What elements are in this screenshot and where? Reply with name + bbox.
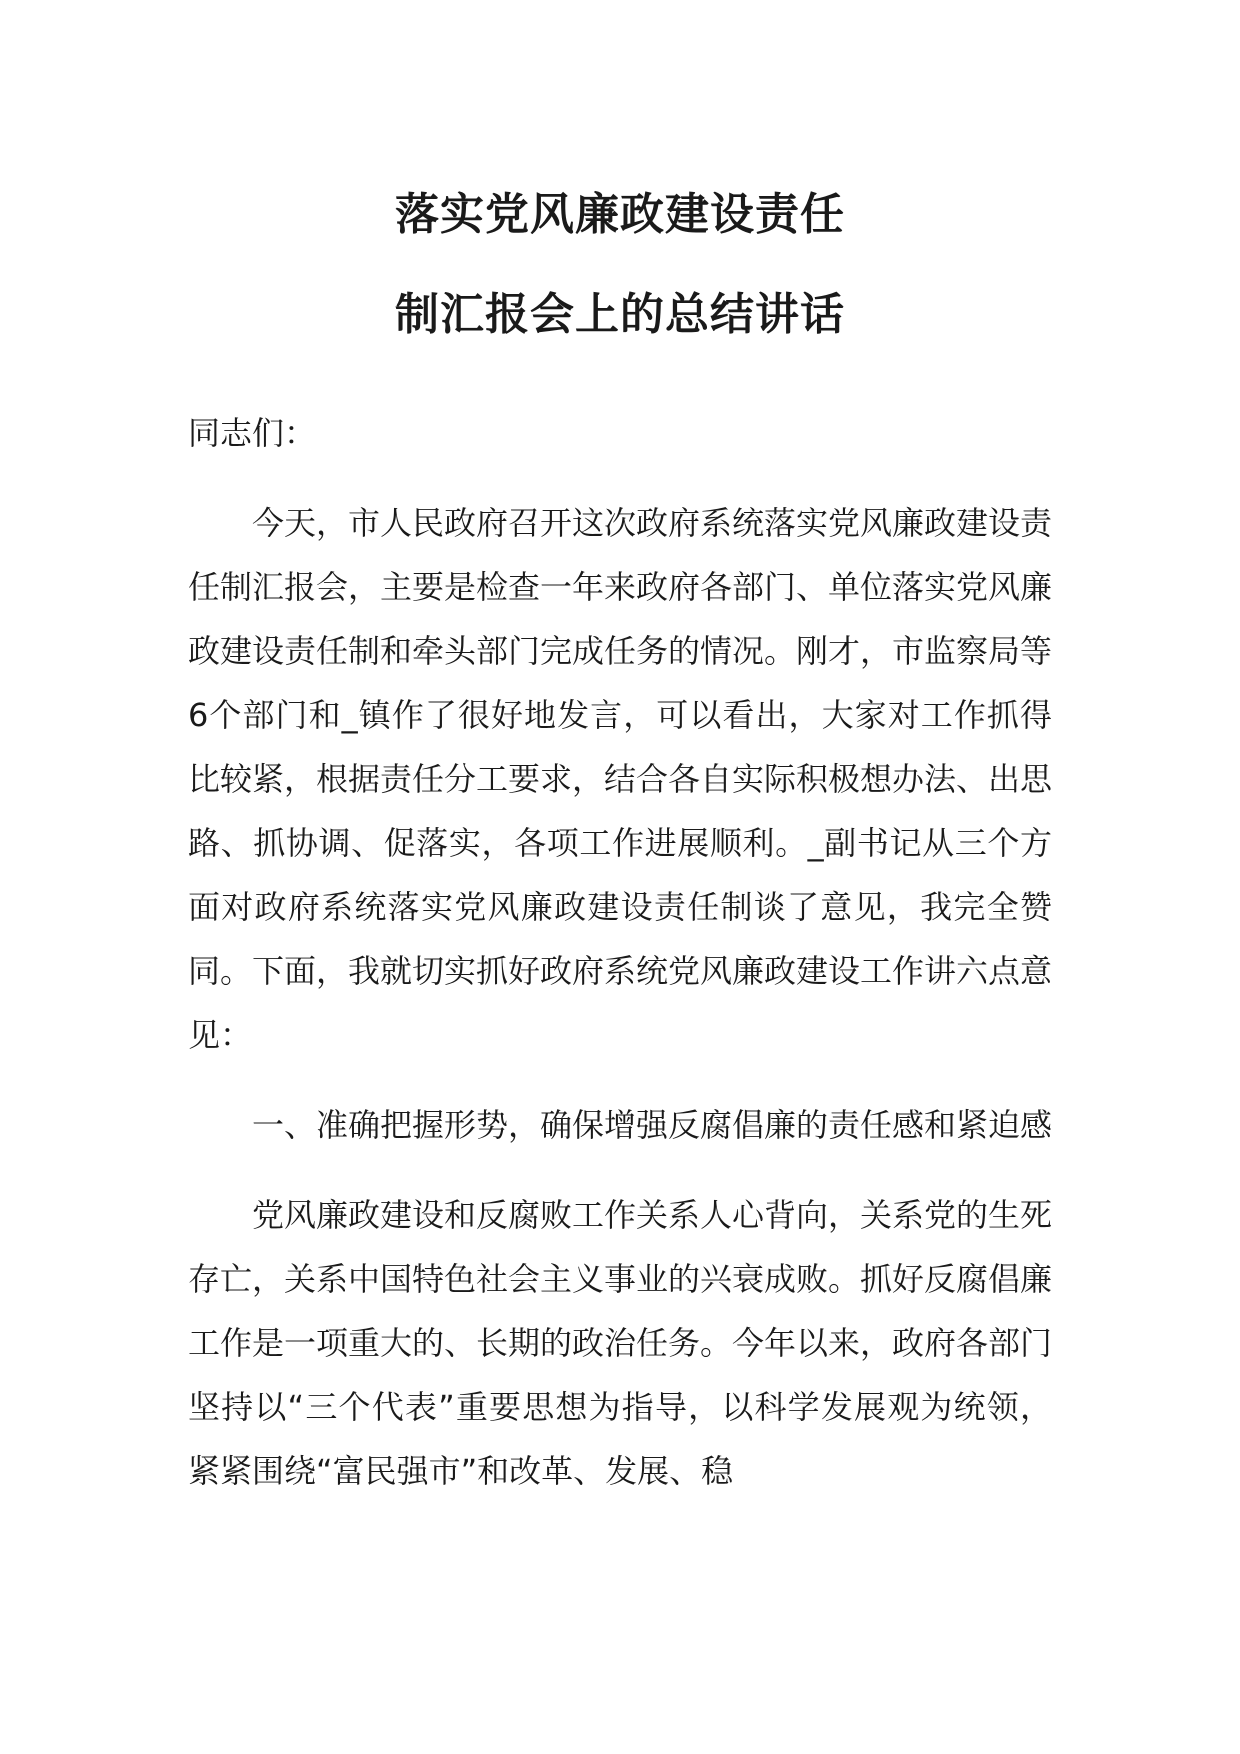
document-title <box>188 0 1052 365</box>
title-line-1: 落实党风廉政建设责任 <box>395 189 845 240</box>
salutation: 同志们： <box>188 414 317 452</box>
paragraph-body: 党风廉政建设和反腐败工作关系人心背向，关系党的生死存亡，关系中国特色社会主义事业的兴衰成败。抓好反腐倡廉工作是一项重大的、长期的政治任务。今年以来，政府各部门坚持以“三个代表”重要思想为指导，以科学发展观为统领，紧紧围绕“富民强市”和改革、发展、稳 <box>188 1196 1053 1490</box>
title-line-2: 制汇报会上的总结讲话 <box>395 289 845 340</box>
section-heading-1: 一、准确把握形势，确保增强反腐倡廉的责任感和紧迫感 <box>252 1106 1053 1144</box>
paragraph-intro: 今天，市人民政府召开这次政府系统落实党风廉政建设责任制汇报会，主要是检查一年来政府各部门、单位落实党风廉政建设责任制和牵头部门完成任务的情况。刚才，市监察局等6个部门和_镇作了很好地发言，可以看出，大家对工作抓得比较紧，根据责任分工要求，结合各自实际积极想办法、出思路、抓协调、促落实，各项工作进展顺利。_副书记从三个方面对政府系统落实党风廉政建设责任制谈了意见，我完全赞同。下面，我就切实抓好政府系统党风廉政建设工作讲六点意见： <box>188 504 1053 1054</box>
document-page <box>188 0 1052 1503</box>
